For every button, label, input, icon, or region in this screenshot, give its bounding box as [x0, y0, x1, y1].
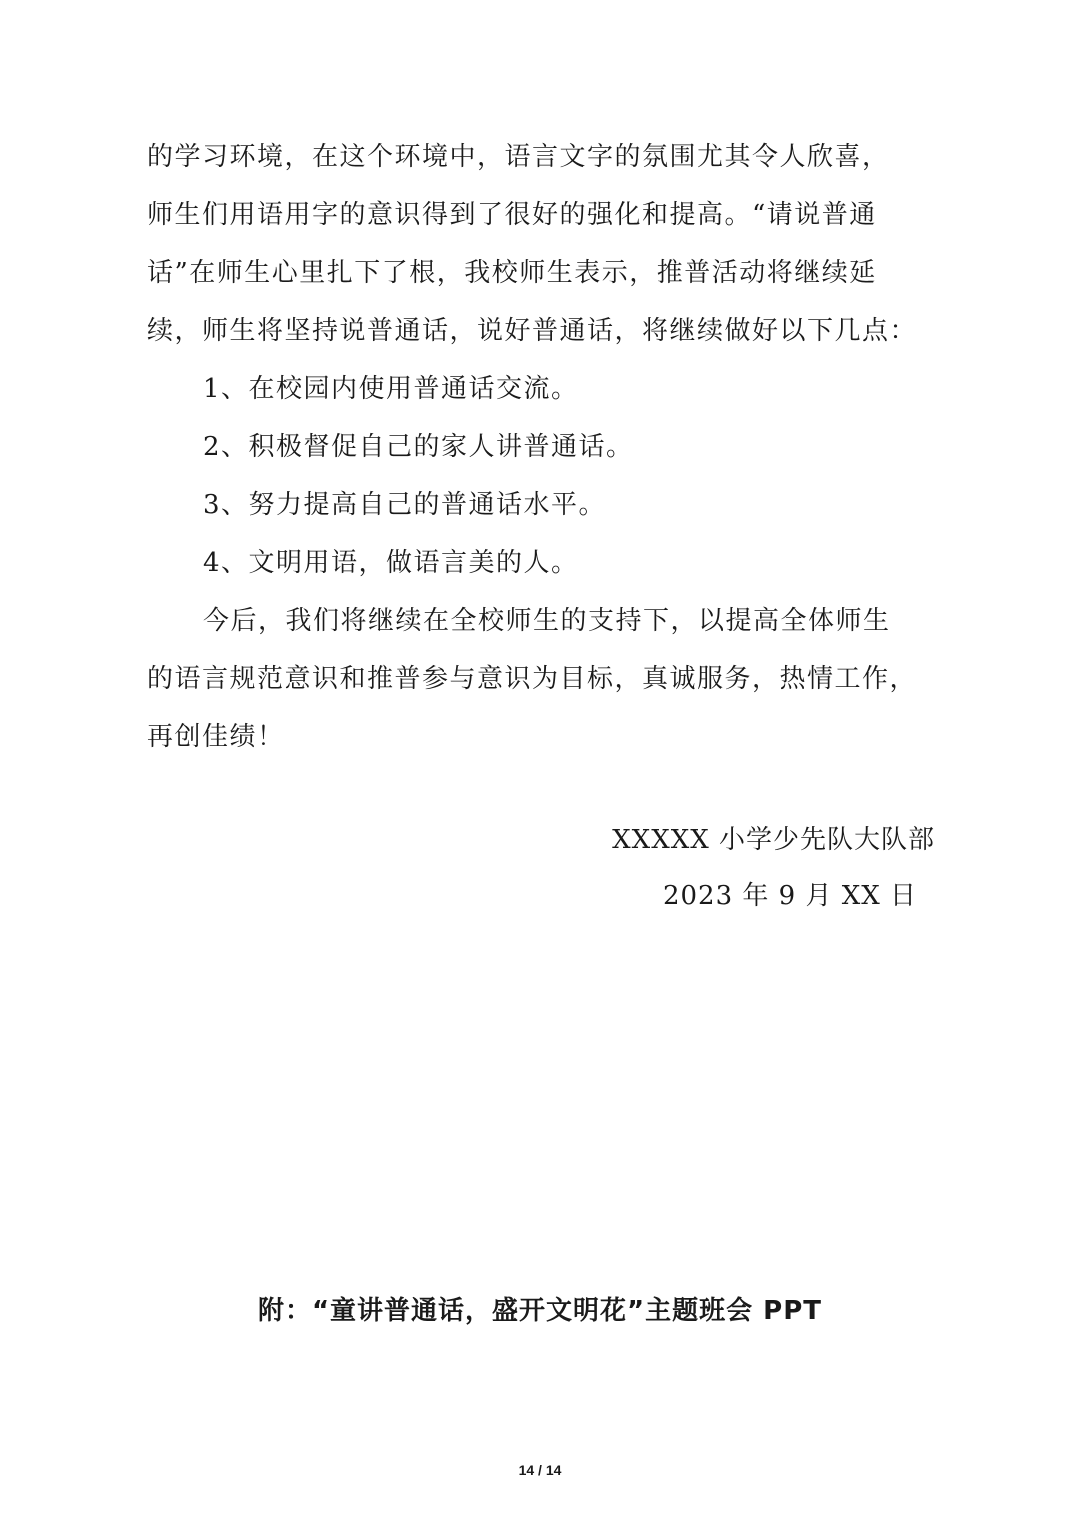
- paragraph-line: 话”在师生心里扎下了根，我校师生表示，推普活动将继续延: [147, 258, 877, 288]
- paragraph-line: 师生们用语用字的意识得到了很好的强化和提高。“请说普通: [147, 200, 877, 230]
- signature-date: 2023 年 9 月 XX 日: [662, 881, 917, 911]
- page-number: 14 / 14: [518, 1462, 562, 1478]
- signature-organization: XXXXX 小学少先队大队部: [612, 825, 935, 855]
- paragraph-line: 续，师生将坚持说普通话，说好普通话，将继续做好以下几点：: [147, 316, 918, 346]
- signature-block: [612, 812, 935, 924]
- paragraph-line: 再创佳绩！: [147, 722, 285, 752]
- list-item: 2、积极督促自己的家人讲普通话。: [203, 432, 634, 462]
- body-text: [147, 128, 937, 766]
- list-item: 3、努力提高自己的普通话水平。: [203, 490, 607, 520]
- paragraph-line: 的语言规范意识和推普参与意识为目标，真诚服务，热情工作，: [147, 664, 918, 694]
- list-item: 1、在校园内使用普通话交流。: [203, 374, 579, 404]
- paragraph-line: 的学习环境，在这个环境中，语言文字的氛围尤其令人欣喜，: [147, 142, 890, 172]
- appendix-heading: 附：“童讲普通话，盛开文明花”主题班会 PPT: [257, 1296, 823, 1326]
- list-item: 4、文明用语，做语言美的人。: [203, 548, 579, 578]
- paragraph-line: 今后，我们将继续在全校师生的支持下，以提高全体师生: [203, 606, 891, 636]
